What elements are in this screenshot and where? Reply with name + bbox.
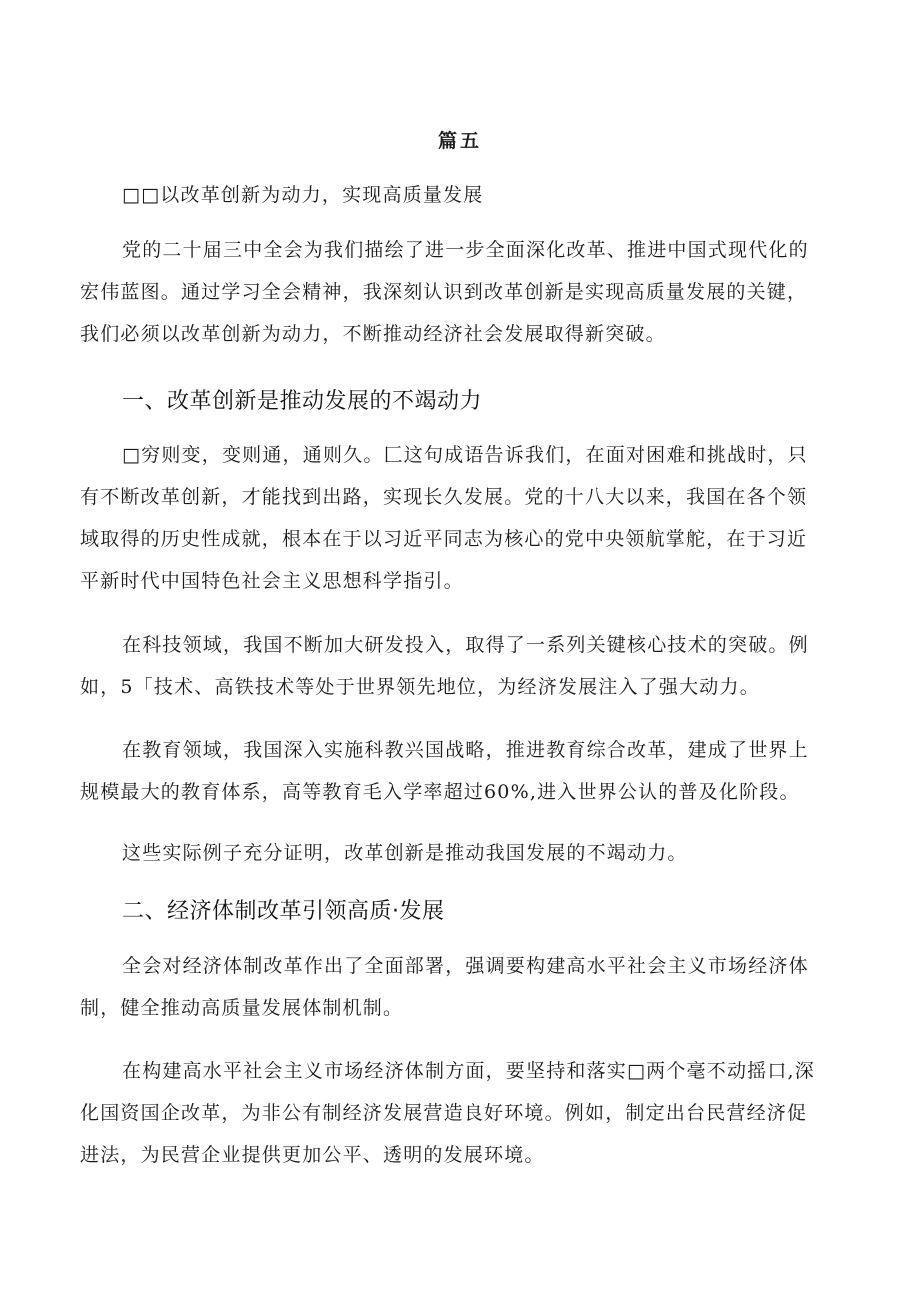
section1-paragraph-1 xyxy=(80,434,860,602)
text-line: 制，健全推动高质量发展体制机制。 xyxy=(80,997,404,1019)
text-line: 在教育领域，我国深入实施科教兴国战略，推进教育综合改革，建成了世界上 xyxy=(122,739,809,761)
section2-paragraph-2 xyxy=(80,1050,860,1176)
text-line: 在构建高水平社会主义市场经济体制方面，要坚持和落实□两个毫不动摇口,深 xyxy=(122,1060,815,1082)
text-line: 宏伟蓝图。通过学习全会精神，我深刻认识到改革创新是实现高质量发展的关键， xyxy=(80,281,808,303)
text-line: 有不断改革创新，才能找到出路，实现长久发展。党的十八大以来，我国在各个领 xyxy=(80,486,808,508)
text-line: 化国资国企改革，为非公有制经济发展营造良好环境。例如，制定出台民营经济促 xyxy=(80,1102,808,1124)
section-heading-1: 一、改革创新是推动发展的不竭动力 xyxy=(122,389,483,414)
text-line: 全会对经济体制改革作出了全面部署，强调要构建高水平社会主义市场经济体 xyxy=(122,955,809,977)
text-line: 如，5「技术、高铁技术等处于世界领先地位，为经济发展注入了强大动力。 xyxy=(80,676,760,698)
section-heading-2: 二、经济体制改革引领高质·发展 xyxy=(122,899,445,924)
document-subtitle xyxy=(122,174,858,216)
text-line: 平新时代中国特色社会主义思想科学指引。 xyxy=(80,570,464,592)
section1-paragraph-3 xyxy=(80,729,860,813)
text-line: 我们必须以改革创新为动力，不断推动经济社会发展取得新突破。 xyxy=(80,323,666,345)
section1-paragraph-4 xyxy=(80,832,860,874)
text-line: 域取得的历史性成就，根本在于以习近平同志为核心的党中央领航掌舵，在于习近 xyxy=(80,528,808,550)
section1-paragraph-2 xyxy=(80,624,860,708)
section2-paragraph-1 xyxy=(80,945,860,1029)
document-title: 篇五 xyxy=(437,130,482,152)
text-line: □穷则变，变则通，通则久。匚这句成语告诉我们，在面对困难和挑战时，只 xyxy=(122,444,808,466)
text-line: 进法，为民营企业提供更加公平、透明的发展环境。 xyxy=(80,1144,545,1166)
subtitle-line: □□以改革创新为动力，实现高质量发展 xyxy=(122,184,484,206)
text-line: 党的二十届三中全会为我们描绘了进一步全面深化改革、推进中国式现代化的 xyxy=(122,239,809,261)
intro-paragraph xyxy=(80,229,860,355)
text-line: 规模最大的教育体系，高等教育毛入学率超过60%,进入世界公认的普及化阶段。 xyxy=(80,781,800,803)
text-line: 在科技领域，我国不断加大研发投入，取得了一系列关键核心技术的突破。例 xyxy=(122,634,809,656)
text-line: 这些实际例子充分证明，改革创新是推动我国发展的不竭动力。 xyxy=(122,842,688,864)
